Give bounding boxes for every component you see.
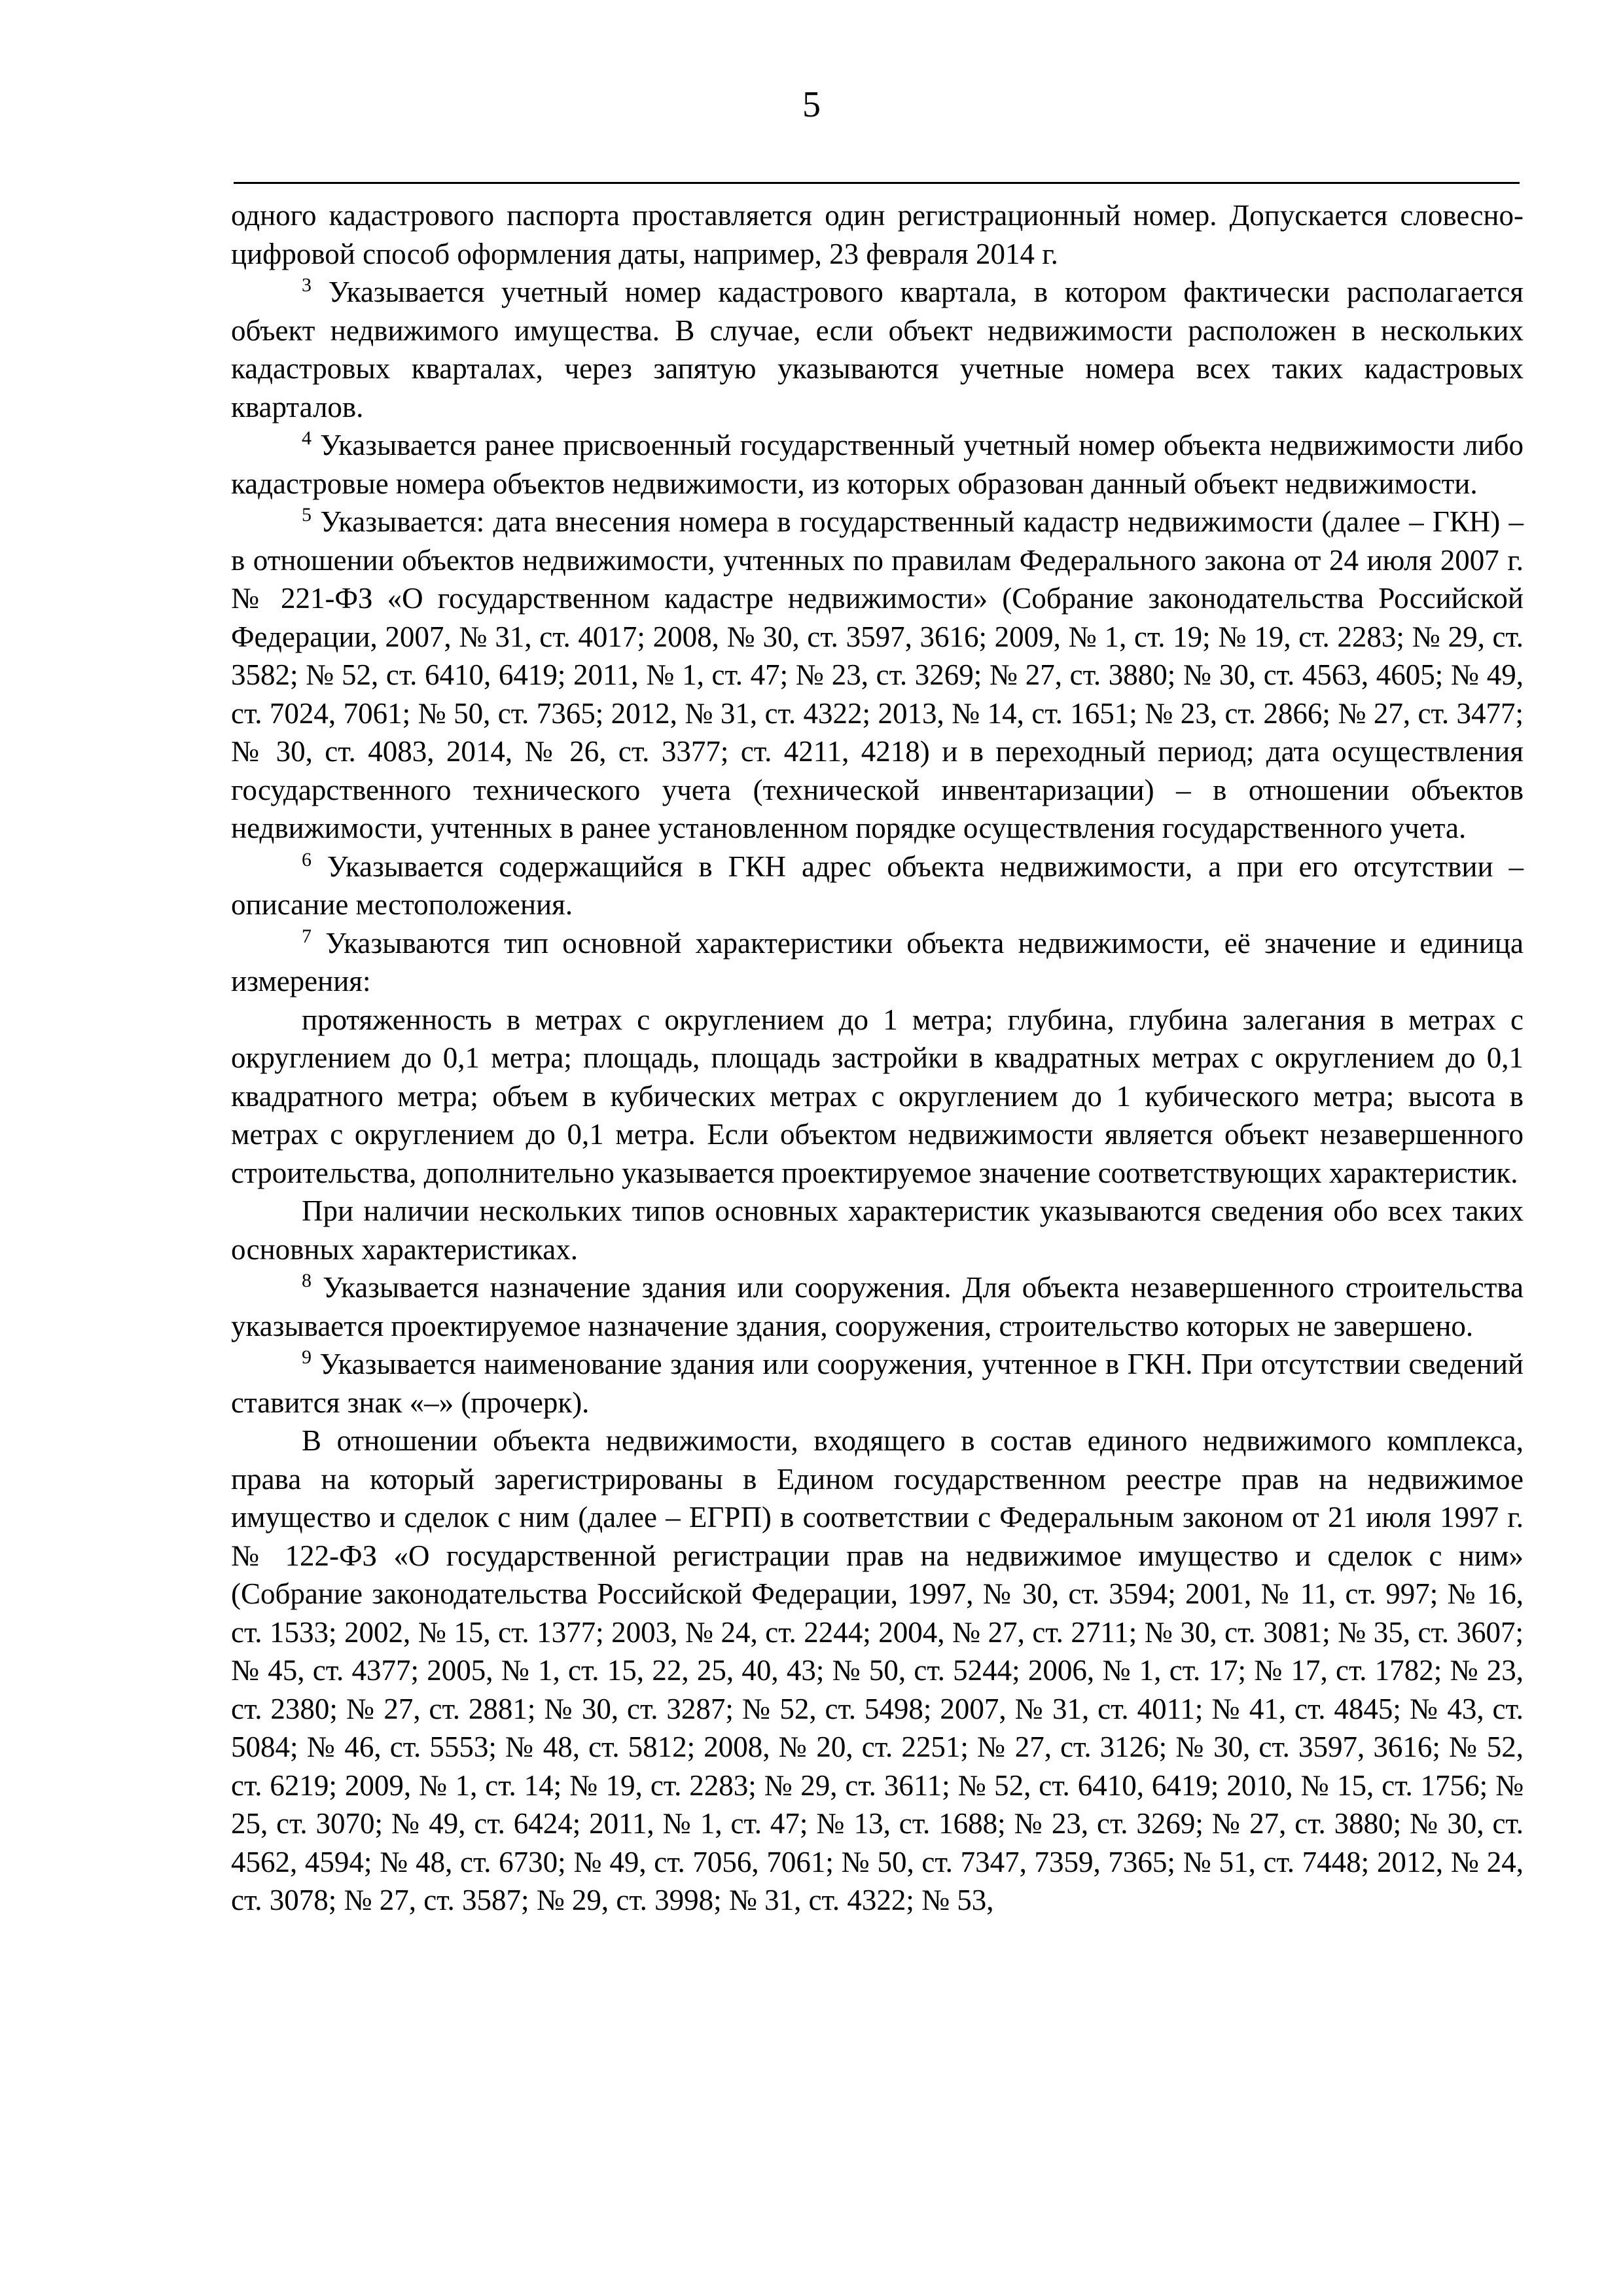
footnote-continuation: одного кадастрового паспорта проставляется один регистрационный номер. Допускается словесно-цифровой способ оформления даты, например, 23 февраля 2014 г. [231,199,1524,270]
footnote-7-units: протяженность в метрах с округлением до 1 метра; глубина, глубина залегания в метрах с округлением до 0,1 метра; площадь, площадь застройки в квадратных метрах с округлением до 0,1 квадратного метра; объем в кубических метрах с округлением до 1 кубического метра; высота в метрах с округлением до 0,1 метра. Если объектом недвижимости является объект незавершенного строительства, дополнительно указывается проектируемое значение соответствующих характеристик. [231,1003,1524,1189]
footnote-4: $^4$ Указывается ранее присвоенный государственный учетный номер объекта недвижимости либо кадастровые номера объектов недвижимости, из которых образован данный объект недвижимости. [231,427,1524,500]
footnote-7: $^7$ Указываются тип основной характеристики объекта недвижимости, её значение и единица измерения: [231,925,1524,997]
page-number: 5 [802,84,821,125]
footnote-9: $^9$ Указывается наименование здания или сооружения, учтенное в ГКН. При отсутствии сведений ставится знак «–» (прочерк). [231,1346,1524,1419]
footnote-7-multiple: При наличии нескольких типов основных характеристик указываются сведения обо всех таких основных характеристиках. [231,1194,1524,1266]
footnote-6: $^6$ Указывается содержащийся в ГКН адрес объекта недвижимости, а при его отсутствии – описание местоположения. [231,848,1524,921]
footnote-marker: 4 [302,427,312,449]
footnote-5: $^5$ Указывается: дата внесения номера в государственный кадастр недвижимости (далее – ГКН) – в отношении объектов недвижимости, учтенных по правилам Федерального закона от 24 июля 2007 г. № 221-ФЗ «О государственном кадастре недвижимости» (Собрание законодательства Российской Федерации, 2007, № 31, ст. 4017; 2008, № 30, ст. 3597, 3616; 2009, № 1, ст. 19; № 19, ст. 2283; № 29, ст. 3582; № 52, ст. 6410, 6419; 2011, № 1, ст. 47; № 23, ст. 3269; № 27, ст. 3880; № 30, ст. 4563, 4605; № 49, ст. 7024, 7061; № 50, ст. 7365; 2012, № 31, ст. 4322; 2013, № 14, ст. 1651; № 23, ст. 2866; № 27, ст. 3477; № 30, ст. 4083, 2014, № 26, ст. 3377; ст. 4211, 4218) и в переходный период; дата осуществления государственного технического учета (технической инвентаризации) – в отношении объектов недвижимости, учтенных в ранее установленном порядке осуществления государственного учета. [231,504,1524,844]
footnote-3: $^3$ Указывается учетный номер кадастрового квартала, в котором фактически располагается объект недвижимого имущества. В случае, если объект недвижимости расположен в нескольких кадастровых кварталах, через запятую указываются учетные номера всех таких кадастровых кварталов. [231,274,1524,423]
footnote-marker: 5 [302,504,312,526]
footnote-8: $^8$ Указывается назначение здания или сооружения. Для объекта незавершенного строительства указывается проектируемое назначение здания, сооружения, строительство которых не завершено. [231,1270,1524,1342]
footnote-marker: 7 [302,925,312,947]
footnote-marker: 6 [302,848,312,870]
footnote-marker: 9 [302,1346,312,1368]
footnote-separator-line [234,182,1520,184]
footnote-marker: 3 [302,274,312,296]
footnote-text [231,196,1524,1920]
footnote-9-complex: В отношении объекта недвижимости, входящего в состав единого недвижимого комплекса, права на который зарегистрированы в Едином государственном реестре прав на недвижимое имущество и сделок с ним (далее – ЕГРП) в соответствии с Федеральным законом от 21 июля 1997 г. № 122-ФЗ «О государственной регистрации прав на недвижимое имущество и сделок с ним» (Собрание законодательства Российской Федерации, 1997, № 30, ст. 3594; 2001, № 11, ст. 997; № 16, ст. 1533; 2002, № 15, ст. 1377; 2003, № 24, ст. 2244; 2004, № 27, ст. 2711; № 30, ст. 3081; № 35, ст. 3607; № 45, ст. 4377; 2005, № 1, ст. 15, 22, 25, 40, 43; № 50, ст. 5244; 2006, № 1, ст. 17; № 17, ст. 1782; № 23, ст. 2380; № 27, ст. 2881; № 30, ст. 3287; № 52, ст. 5498; 2007, № 31, ст. 4011; № 41, ст. 4845; № 43, ст. 5084; № 46, ст. 5553; № 48, ст. 5812; 2008, № 20, ст. 2251; № 27, ст. 3126; № 30, ст. 3597, 3616; № 52, ст. 6219; 2009, № 1, ст. 14; № 19, ст. 2283; № 29, ст. 3611; № 52, ст. 6410, 6419; 2010, № 15, ст. 1756; № 25, ст. 3070; № 49, ст. 6424; 2011, № 1, ст. 47; № 13, ст. 1688; № 23, ст. 3269; № 27, ст. 3880; № 30, ст. 4562, 4594; № 48, ст. 6730; № 49, ст. 7056, 7061; № 50, ст. 7347, 7359, 7365; № 51, ст. 7448; 2012, № 24, ст. 3078; № 27, ст. 3587; № 29, ст. 3998; № 31, ст. 4322; № 53, [231,1424,1524,1916]
footnote-marker: 8 [302,1270,312,1291]
